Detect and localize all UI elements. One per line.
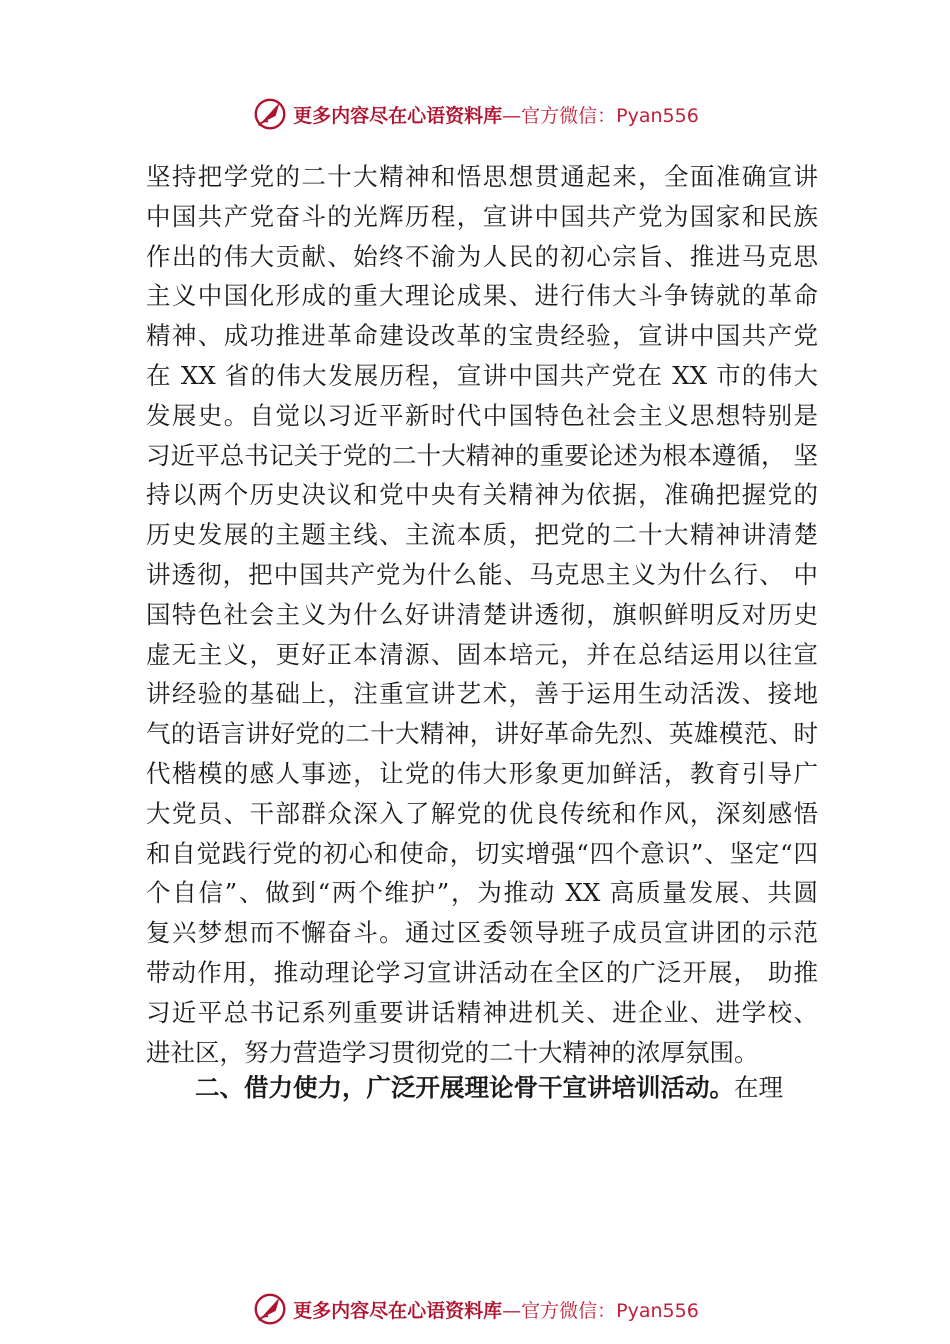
text-line: 复兴梦想而不懈奋斗。通过区委领导班子成员宣讲团的示范 (146, 918, 818, 948)
text-line: 持以两个历史决议和党中央有关精神为依据，准确把握党的 (146, 480, 818, 510)
banner-main-text: 更多内容尽在心语资料库 (293, 104, 503, 127)
text-line: 在 XX 省的伟大发展历程，宣讲中国共产党在 XX 市的伟大 (146, 360, 818, 390)
footer-banner (0, 1287, 950, 1331)
text-line: 精神、成功推进革命建设改革的宝贵经验，宣讲中国共产党 (146, 321, 818, 351)
section-heading-continuation: 在理 (734, 1073, 783, 1102)
text-line: 代楷模的感人事迹，让党的伟大形象更加鲜活，教育引导广 (146, 758, 818, 788)
text-line: 讲透彻，把中国共产党为什么能、马克思主义为什么行、 中 (146, 559, 818, 589)
text-line: 气的语言讲好党的二十大精神，讲好革命先烈、英雄模范、时 (146, 719, 818, 749)
header-banner (0, 92, 950, 136)
section-heading (195, 1068, 783, 1108)
text-line: 坚持把学党的二十大精神和悟思想贯通起来，全面准确宣讲 (146, 162, 818, 191)
quill-logo-icon (251, 1290, 289, 1328)
text-line: 虚无主义，更好正本清源、固本培元，并在总结运用以往宣 (146, 639, 818, 669)
text-line: 作出的伟大贡献、始终不渝为人民的初心宗旨、推进马克思 (146, 241, 818, 271)
text-line: 带动作用，推动理论学习宣讲活动在全区的广泛开展， 助推 (146, 957, 818, 987)
text-line: 个自信”、做到“两个维护”，为推动 XX 高质量发展、共圆 (146, 878, 818, 908)
text-line: 历史发展的主题主线、主流本质，把党的二十大精神讲清楚 (146, 520, 818, 550)
banner-sub-text: —官方微信：Pyan556 (502, 1299, 699, 1322)
text-line: 大党员、干部群众深入了解党的优良传统和作风，深刻感悟 (146, 798, 818, 828)
text-line: 和自觉践行党的初心和使命，切实增强“四个意识”、坚定“四 (146, 838, 818, 868)
text-line: 发展史。自觉以习近平新时代中国特色社会主义思想特别是 (146, 400, 818, 430)
text-line: 习近平总书记关于党的二十大精神的重要论述为根本遵循， 坚 (146, 440, 818, 470)
text-line: 习近平总书记系列重要讲话精神进机关、进企业、进学校、 (146, 997, 818, 1027)
banner-main-text: 更多内容尽在心语资料库 (293, 1299, 503, 1322)
text-line: 主义中国化形成的重大理论成果、进行伟大斗争铸就的革命 (146, 281, 818, 311)
quill-logo-icon (251, 95, 289, 133)
text-line: 进社区，努力营造学习贯彻党的二十大精神的浓厚氛围。 (146, 1037, 759, 1067)
section-heading-title: 二、借力使力，广泛开展理论骨干宣讲培训活动。 (195, 1073, 734, 1102)
text-line: 中国共产党奋斗的光辉历程，宣讲中国共产党为国家和民族 (146, 201, 818, 231)
text-line: 讲经验的基础上，注重宣讲艺术，善于运用生动活泼、接地 (146, 679, 818, 709)
banner-sub-text: —官方微信：Pyan556 (502, 104, 699, 127)
body-paragraph (146, 157, 818, 1072)
text-line: 国特色社会主义为什么好讲清楚讲透彻，旗帜鲜明反对历史 (146, 599, 818, 629)
